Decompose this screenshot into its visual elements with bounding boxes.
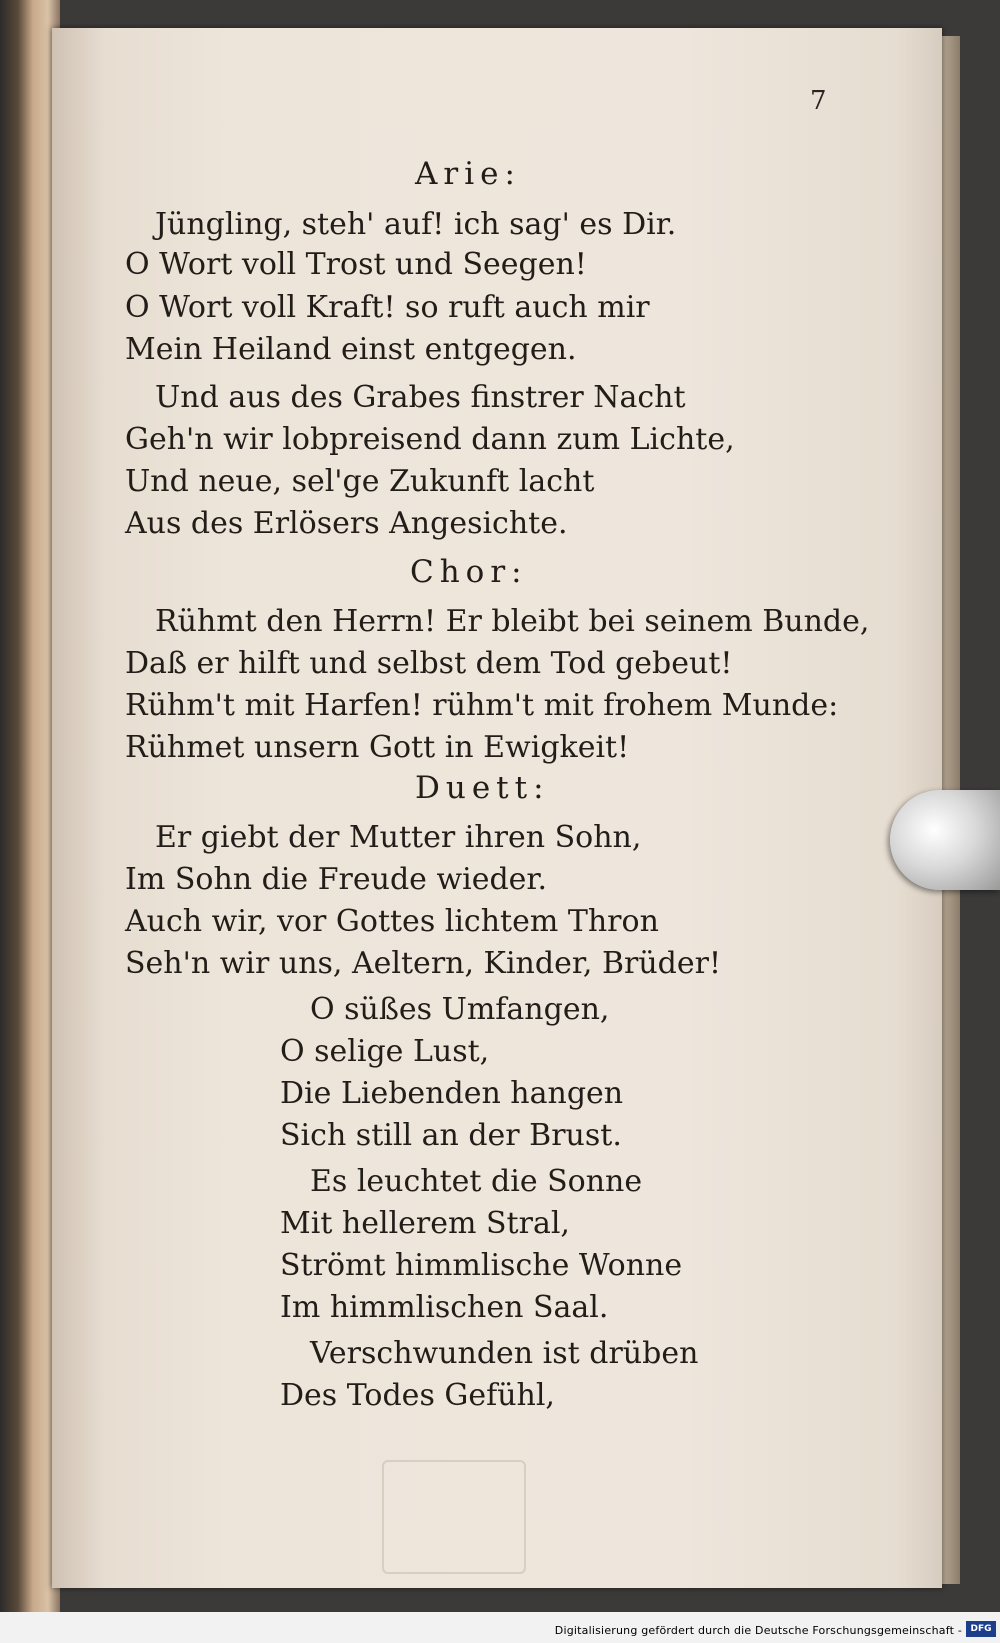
bleed-through-stamp (382, 1460, 526, 1574)
poem-line: Daß er hilft und selbst dem Tod gebeut! (125, 646, 733, 681)
poem-line: O selige Lust, (280, 1034, 490, 1069)
scanner-clip (890, 790, 1000, 890)
poem-line: Rühm't mit Harfen! rühm't mit frohem Munde: (125, 688, 839, 723)
poem-line: Strömt himmlische Wonne (280, 1248, 683, 1283)
poem-line: O süßes Umfangen, (310, 992, 610, 1027)
poem-line: Rühmt den Herrn! Er bleibt bei seinem Bunde, (155, 604, 870, 639)
poem-line: Die Liebenden hangen (280, 1076, 624, 1111)
poem-line: Mit hellerem Stral, (280, 1206, 570, 1241)
poem-line: Rühmet unsern Gott in Ewigkeit! (125, 730, 630, 765)
poem-line: Des Todes Gefühl, (280, 1378, 555, 1413)
poem-line: Sich still an der Brust. (280, 1118, 622, 1153)
poem-line: Geh'n wir lobpreisend dann zum Lichte, (125, 422, 735, 457)
poem-line: Aus des Erlösers Angesichte. (125, 506, 568, 541)
poem-line: O Wort voll Trost und Seegen! (125, 247, 587, 282)
poem-line: Seh'n wir uns, Aeltern, Kinder, Brüder! (125, 946, 722, 981)
poem-line: Verschwunden ist drüben (310, 1336, 699, 1371)
section-heading-duett: Duett: (415, 770, 550, 806)
book-spine-edge (0, 0, 60, 1643)
poem-line: Er giebt der Mutter ihren Sohn, (155, 820, 642, 855)
poem-line: Und aus des Grabes finstrer Nacht (155, 380, 686, 415)
dfg-logo: DFG (966, 1621, 996, 1637)
poem-line: Und neue, sel'ge Zukunft lacht (125, 464, 595, 499)
section-heading-chor: Chor: (410, 554, 528, 590)
poem-line: Es leuchtet die Sonne (310, 1164, 643, 1199)
poem-line: Im Sohn die Freude wieder. (125, 862, 548, 897)
section-heading-arie: Arie: (415, 156, 521, 192)
poem-line: Auch wir, vor Gottes lichtem Thron (125, 904, 659, 939)
poem-line: Jüngling, steh' auf! ich sag' es Dir. (155, 207, 677, 242)
page-number: 7 (810, 86, 827, 116)
poem-line: Mein Heiland einst entgegen. (125, 332, 577, 367)
poem-line: O Wort voll Kraft! so ruft auch mir (125, 290, 650, 325)
digitization-credit: Digitalisierung gefördert durch die Deutsche Forschungsgemeinschaft - (554, 1624, 962, 1637)
poem-line: Im himmlischen Saal. (280, 1290, 609, 1325)
